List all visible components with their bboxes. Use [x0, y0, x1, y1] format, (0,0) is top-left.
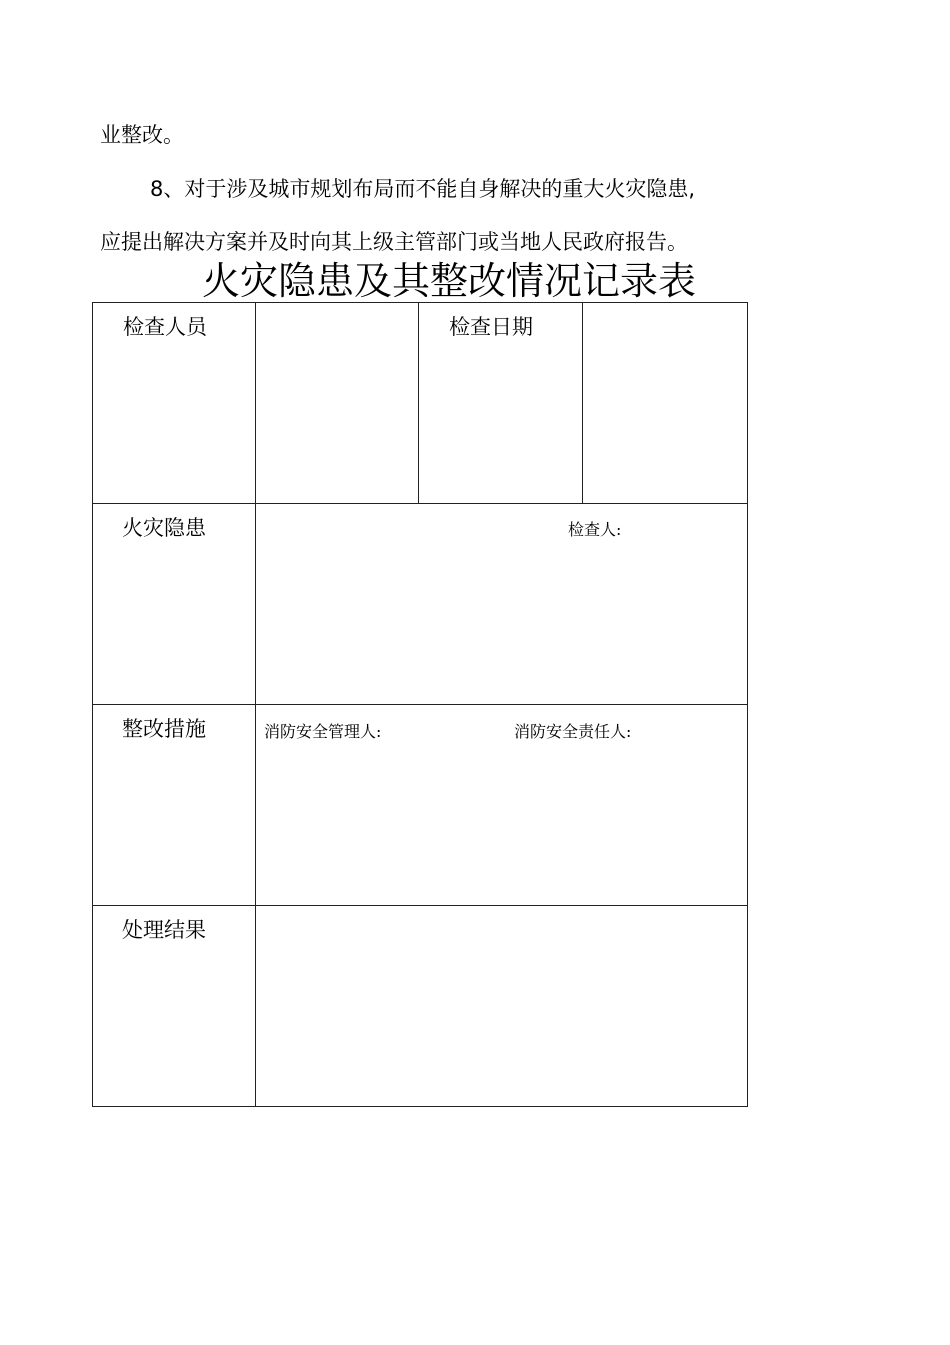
table-row-hazard [93, 504, 748, 705]
inspector-value-cell[interactable] [256, 303, 419, 504]
inspector-signature-label: 检查人: [568, 520, 622, 539]
measures-content-cell[interactable] [256, 705, 748, 906]
hazard-record-table [92, 302, 748, 1107]
table-row-measures [93, 705, 748, 906]
table-row-inspection [93, 303, 748, 504]
inspector-label: 检查人员 [123, 315, 207, 339]
table-row-result [93, 906, 748, 1107]
result-label: 处理结果 [122, 918, 206, 942]
paragraph-line-2: 8、对于涉及城市规划布局而不能自身解决的重大火灾隐患, [150, 177, 696, 201]
result-label-cell [93, 906, 256, 1107]
form-title: 火灾隐患及其整改情况记录表 [201, 259, 696, 303]
date-label: 检查日期 [449, 315, 533, 339]
paragraph-line-1: 业整改。 [100, 123, 184, 147]
measures-label: 整改措施 [122, 717, 206, 741]
measures-label-cell [93, 705, 256, 906]
result-content-cell[interactable] [256, 906, 748, 1107]
responsible-signature-label: 消防安全责任人: [514, 722, 632, 741]
hazard-label-cell [93, 504, 256, 705]
date-label-cell [419, 303, 583, 504]
manager-signature-label: 消防安全管理人: [264, 722, 382, 741]
hazard-content-cell[interactable] [256, 504, 748, 705]
paragraph-line-3: 应提出解决方案并及时向其上级主管部门或当地人民政府报告。 [100, 230, 688, 254]
inspector-label-cell [93, 303, 256, 504]
date-value-cell[interactable] [583, 303, 748, 504]
hazard-label: 火灾隐患 [122, 516, 206, 540]
